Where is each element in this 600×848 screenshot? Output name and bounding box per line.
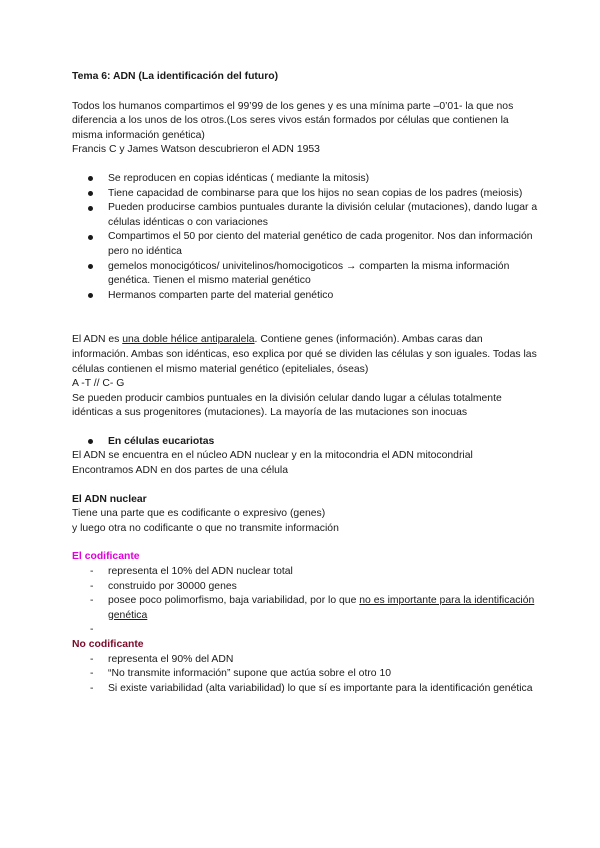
characteristics-list <box>72 172 542 303</box>
list-item-text: posee poco polimorfismo, baja variabilidad, por lo que <box>108 595 360 607</box>
intro-paragraph: Todos los humanos compartimos el 99’99 de los genes y es una mínima parte –0’01- la que nos diferencia a los unos de los otros.(Los seres vivos están formados por células que contienen la misma información genética) <box>72 100 514 141</box>
codificante-list <box>72 565 542 638</box>
list-item: Pueden producirse cambios puntuales durante la división celular (mutaciones), dando lugar a células idénticas o con variaciones <box>72 201 542 230</box>
adn-description <box>72 333 542 377</box>
nuclear-heading: El ADN nuclear <box>72 493 147 505</box>
no-codificante-heading: No codificante <box>72 639 144 650</box>
list-item: Compartimos el 50 por ciento del material genético de cada progenitor. Nos dan información pero no idéntica <box>72 230 542 259</box>
list-item: - construido por 30000 genes <box>72 580 542 595</box>
list-item <box>72 594 542 623</box>
document-page <box>72 70 542 696</box>
empty-list-item <box>72 623 542 638</box>
codificante-heading: El codificante <box>72 551 140 563</box>
list-item: - Si existe variabilidad (alta variabilidad) lo que sí es importante para la identificación genética <box>72 682 542 697</box>
list-item: - representa el 90% del ADN <box>72 653 542 668</box>
eukaryotes-line: Encontramos ADN en dos partes de una célula <box>72 465 289 477</box>
double-helix-underlined: una doble hélice antiparalela <box>122 334 255 346</box>
discovery-line: Francis C y James Watson descubrieron el ADN 1953 <box>72 144 320 156</box>
list-item: - “No transmite información” supone que actúa sobre el otro 10 <box>72 667 542 682</box>
list-item: Hermanos comparten parte del material genético <box>72 289 542 304</box>
nuclear-line: y luego otra no codificante o que no transmite información <box>72 522 339 534</box>
mutations-paragraph: Se pueden producir cambios puntuales en la división celular dando lugar a células totalmente idénticas a sus progenitores (mutaciones). La mayoría de las mutaciones son inocuas <box>72 392 502 419</box>
page-title: Tema 6: ADN (La identificación del futuro) <box>72 71 279 82</box>
list-item: Se reproducen en copias idénticas ( mediante la mitosis) <box>72 172 542 187</box>
eukaryotes-line: El ADN se encuentra en el núcleo ADN nuclear y en la mitocondria el ADN mitocondrial <box>72 450 473 462</box>
list-item: gemelos monocigóticos/ univitelinos/homocigoticos → comparten la misma información genética. Tienen el mismo material genético <box>72 260 542 289</box>
base-pairs: A -T // C- G <box>72 378 125 390</box>
adn-description-rest: . Contiene genes (información). Ambas caras dan información. Ambas son idénticas, eso explica por qué se dividen las células y son iguales. Todas las células contienen el mismo material genético (epiteliales, óseas) <box>72 334 537 375</box>
nuclear-line: Tiene una parte que es codificante o expresivo (genes) <box>72 508 326 520</box>
list-item: - representa el 10% del ADN nuclear total <box>72 565 542 580</box>
adn-description-start: El ADN es <box>72 334 123 346</box>
eukaryotes-heading: En células eucariotas <box>72 435 542 450</box>
list-item: Tiene capacidad de combinarse para que los hijos no sean copias de los padres (meiosis) <box>72 187 542 202</box>
no-codificante-list <box>72 653 542 697</box>
identification-underlined: no es importante para la identificación genética <box>108 595 535 621</box>
